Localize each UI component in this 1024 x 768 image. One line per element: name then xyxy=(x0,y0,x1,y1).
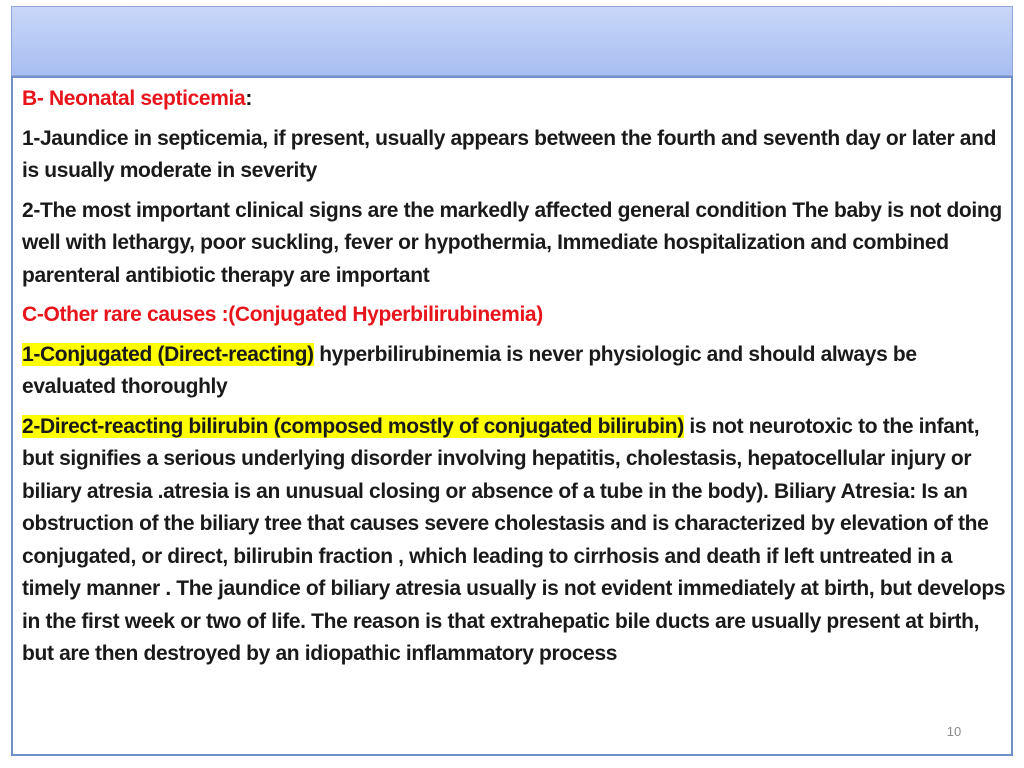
section-c-point-1-highlight: 1-Conjugated (Direct-reacting) xyxy=(22,342,314,366)
slide-body xyxy=(22,83,1007,678)
section-b-heading: B- Neonatal septicemia xyxy=(22,87,246,110)
section-b-point-2: 2-The most important clinical signs are the markedly affected general condition The baby is not doing well with lethargy, poor suckling, fever or hypothermia, Immediate hospitalization and combined parenteral antibiotic therapy are important xyxy=(22,198,1002,287)
section-c-point-1 xyxy=(22,339,1007,404)
section-c-heading: C-Other rare causes :(Conjugated Hyperbilirubinemia) xyxy=(22,303,543,326)
section-c-point-2-highlight: 2-Direct-reacting bilirubin (composed mostly of conjugated bilirubin) xyxy=(22,414,684,438)
slide-title-bar xyxy=(11,6,1013,76)
section-c-point-1-text: hyperbilirubinemia is never physiologic and should always be evaluated thoroughly xyxy=(22,342,917,398)
section-b-point-1: 1-Jaundice in septicemia, if present, usually appears between the fourth and seventh day or later and is usually moderate in severity xyxy=(22,126,997,182)
section-c-point-2-text: is not neurotoxic to the infant, but signifies a serious underlying disorder involving hepatitis, cholestasis, hepatocellular injury or biliary atresia .atresia is an unusual closing or absence of a tube in the body). Biliary Atresia: Is an obstruction of the biliary tree that causes severe cholestasis and is characterized by elevation of the conjugated, or direct, bilirubin fraction , which leading to cirrhosis and death if left untreated in a timely manner . The jaundice of biliary atresia usually is not evident immediately at birth, but develops in the first week or two of life. The reason is that extrahepatic bile ducts are usually present at birth, but are then destroyed by an idiopathic inflammatory process xyxy=(22,414,1006,665)
section-c-point-2 xyxy=(22,411,1007,671)
page-number: 10 xyxy=(946,724,962,739)
section-b-heading-colon: : xyxy=(245,87,253,110)
section-b-heading-line xyxy=(22,83,1007,116)
